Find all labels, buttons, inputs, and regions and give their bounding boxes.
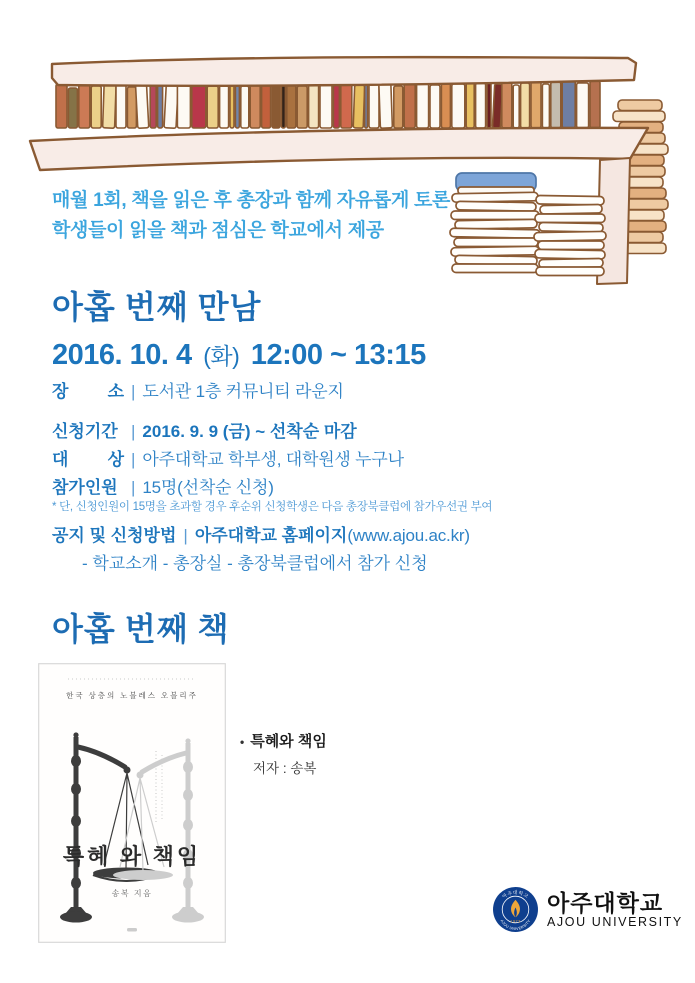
detail-row-period <box>52 417 357 442</box>
university-name-en: AJOU UNIVERSITY <box>547 914 683 929</box>
bullet-icon: • <box>240 735 245 749</box>
notice-row <box>52 521 470 546</box>
shelf-books-icon <box>56 80 600 129</box>
book-title: 특혜와 책임 <box>250 733 327 750</box>
publisher-mark <box>127 928 137 932</box>
paper-stack-right-icon <box>534 195 606 275</box>
meeting-datetime <box>52 338 426 372</box>
intro-line2: 학생들이 읽을 책과 점심은 학교에서 제공 <box>52 220 384 241</box>
detail-label: 신청기간 <box>52 422 118 441</box>
label-separator: | <box>131 422 136 441</box>
detail-label: 장 소 <box>52 382 124 401</box>
emblem-ring-top-text: 아주대학교 <box>501 890 530 900</box>
cover-title: 특혜 와 책임 <box>62 844 202 869</box>
detail-value: 2016. 9. 9 (금) ~ 선착순 마감 <box>142 422 357 441</box>
detail-row-target <box>52 445 404 470</box>
bookshelf-illustration <box>0 0 695 300</box>
label-separator: | <box>131 450 136 469</box>
ajou-university-emblem <box>492 886 539 933</box>
cover-tagline: 한국 상층의 노블레스 오블리주 <box>66 691 198 700</box>
ajou-university-logo <box>492 886 683 933</box>
label-separator: | <box>131 478 136 497</box>
shelf-board <box>30 128 648 170</box>
detail-value: 아주대학교 학부생, 대학원생 누구나 <box>142 450 404 469</box>
detail-value: 도서관 1층 커뮤니티 라운지 <box>142 382 344 401</box>
detail-row-capacity <box>52 473 274 498</box>
meeting-date: 2016. 10. 4 <box>52 339 192 371</box>
notice-value: 아주대학교 홈페이지 <box>194 526 348 545</box>
book-author-line: 저자 : 송복 <box>253 761 317 776</box>
intro-line1: 매월 1회, 책을 읽은 후 총장과 함께 자유롭게 토론 <box>52 190 451 211</box>
intro-text <box>52 186 450 246</box>
detail-label: 참가인원 <box>52 478 118 497</box>
cover-author: 송복 지음 <box>111 889 153 898</box>
label-separator: | <box>131 382 136 401</box>
book-cover <box>38 663 226 943</box>
detail-label: 대 상 <box>52 450 124 469</box>
meeting-day: (화) <box>203 343 240 369</box>
notice-path-line: - 학교소개 - 총장실 - 총장북클럽에서 참가 신청 <box>82 554 428 573</box>
detail-row-place <box>52 377 344 402</box>
label-separator: | <box>183 526 188 545</box>
emblem-ring-bottom-text: AJOU UNIVERSITY <box>499 918 532 931</box>
book-info <box>240 730 327 777</box>
book-title-line <box>240 730 327 751</box>
notice-url: (www.ajou.ac.kr) <box>347 526 470 545</box>
university-name-ko: 아주대학교 <box>547 889 664 916</box>
meeting-title: 아홉 번째 만남 <box>52 289 262 325</box>
paper-stack-left-icon <box>450 173 540 273</box>
shelf-top-rail <box>52 57 636 86</box>
notice-label: 공지 및 신청방법 <box>52 526 177 545</box>
emblem-year: 1973 <box>510 918 521 924</box>
logo-text <box>547 891 683 929</box>
meeting-time: 12:00 ~ 13:15 <box>250 339 426 371</box>
book-section-title: 아홉 번째 책 <box>52 611 230 647</box>
detail-value: 15명(선착순 신청) <box>142 478 274 497</box>
capacity-footnote: * 단, 신청인원이 15명을 초과할 경우 후순위 신청학생은 다음 총장북클럽에 참가우선권 부여 <box>52 501 493 513</box>
